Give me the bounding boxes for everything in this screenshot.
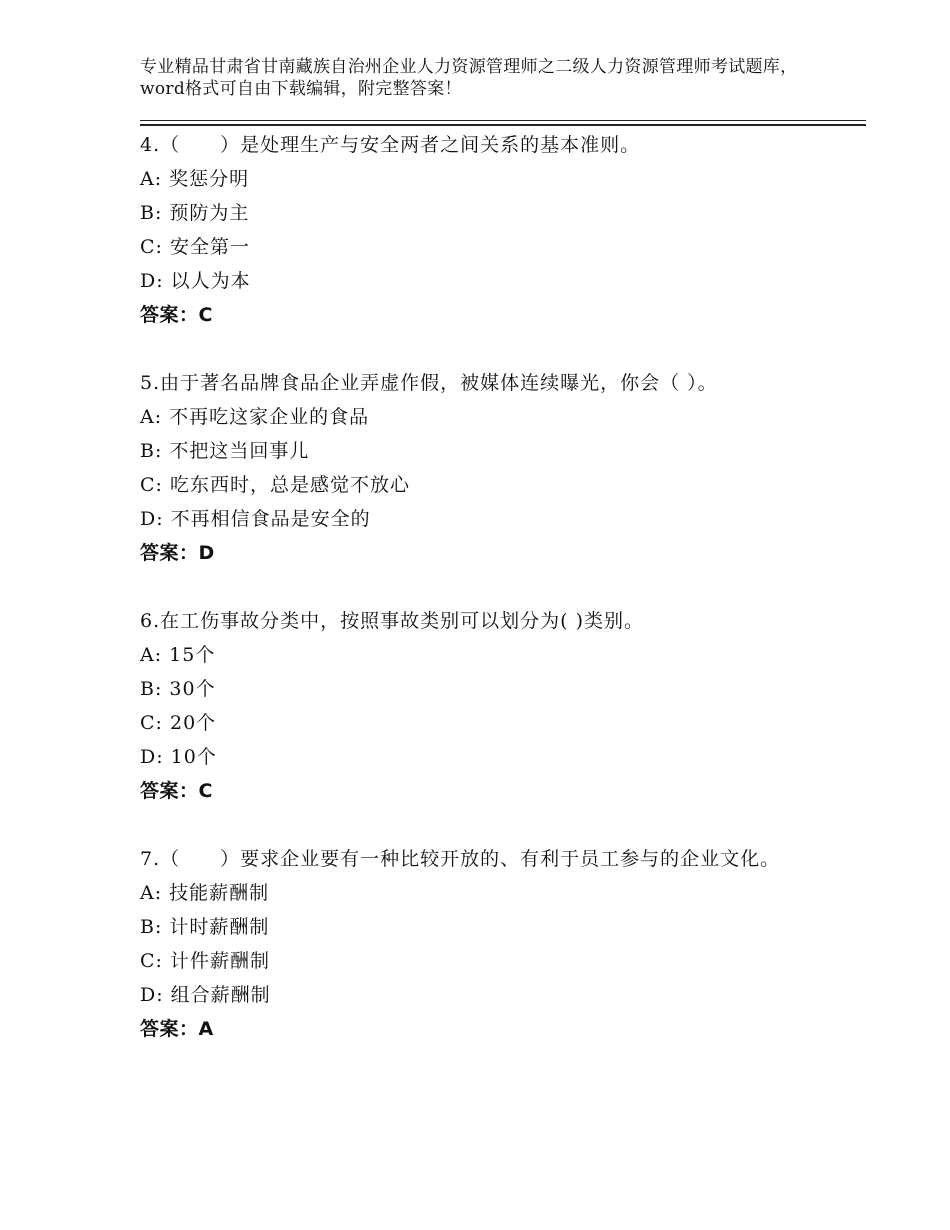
question-text: 7.（ ）要求企业要有一种比较开放的、有利于员工参与的企业文化。 [140,848,781,870]
option-a: A: 奖惩分明 [140,168,250,190]
option-a: A: 技能薪酬制 [140,882,270,904]
question-text: 6.在工伤事故分类中，按照事故类别可以划分为( )类别。 [140,610,644,632]
option-c: C: 吃东西时，总是感觉不放心 [140,474,410,496]
answer-label: 答案：A [140,1018,214,1040]
option-b: B: 预防为主 [140,202,250,224]
answer-label: 答案：C [140,780,213,802]
option-b: B: 不把这当回事儿 [140,440,310,462]
question-7 [140,842,840,1046]
answer-label: 答案：D [140,542,215,564]
question-text: 4.（ ）是处理生产与安全两者之间关系的基本准则。 [140,134,641,156]
option-a: A: 15个 [140,644,216,666]
header-divider-thin [140,120,866,121]
document-header: 专业精品甘肃省甘南藏族自治州企业人力资源管理师之二级人力资源管理师考试题库，word格式可自由下载编辑，附完整答案！ [140,57,798,99]
option-d: D: 10个 [140,746,217,768]
option-a: A: 不再吃这家企业的食品 [140,406,370,428]
question-6 [140,604,840,808]
question-text: 5.由于著名品牌食品企业弄虚作假，被媒体连续曝光，你会（ ）。 [140,372,718,394]
option-d: D: 组合薪酬制 [140,984,271,1006]
option-b: B: 30个 [140,678,216,700]
option-c: C: 20个 [140,712,217,734]
header-divider-thick [140,124,866,126]
option-d: D: 不再相信食品是安全的 [140,508,371,530]
option-c: C: 安全第一 [140,236,250,258]
option-b: B: 计时薪酬制 [140,916,270,938]
answer-label: 答案：C [140,304,213,326]
question-5 [140,366,840,570]
question-list [140,128,840,1080]
option-d: D: 以人为本 [140,270,251,292]
question-4 [140,128,840,332]
option-c: C: 计件薪酬制 [140,950,270,972]
